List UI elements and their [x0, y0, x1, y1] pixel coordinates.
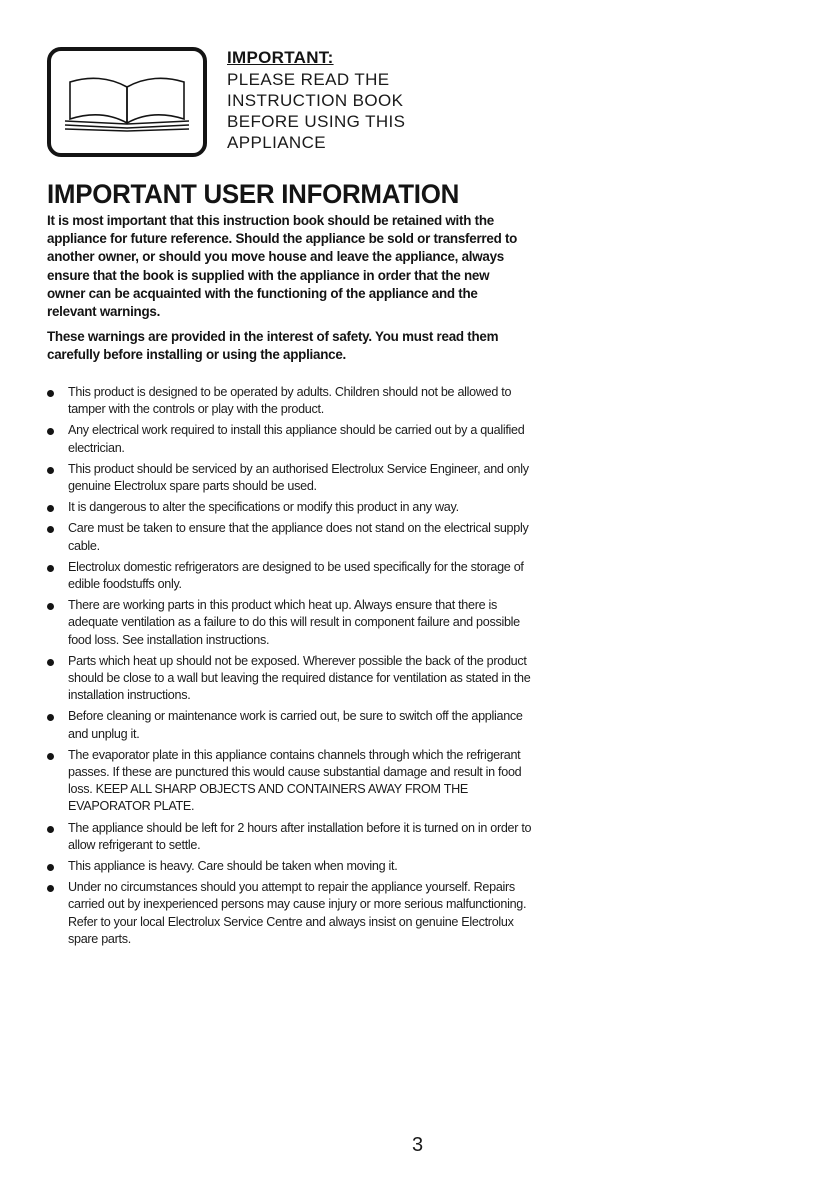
bullet-icon: [47, 826, 54, 833]
bullet-icon: [47, 864, 54, 871]
warning-text: Electrolux domestic refrigerators are designed to be used specifically for the storage of edible foodstuffs only.: [68, 559, 524, 592]
list-item: [47, 422, 537, 456]
bullet-icon: [47, 526, 54, 533]
list-item: [47, 461, 537, 495]
intro-paragraph-retain-book: It is most important that this instruction book should be retained with the appliance for future reference. Should the appliance be sold or transferred to another owner, or should you move house and leave the appliance, always ensure that the book is supplied with the appliance in order that the new owner can be acquainted with the functioning of the appliance and the relevant warnings.: [47, 213, 518, 320]
notice-line: APPLIANCE: [227, 133, 327, 152]
bullet-icon: [47, 659, 54, 666]
open-book-icon: [51, 51, 203, 153]
warning-text: This product should be serviced by an authorised Electrolux Service Engineer, and only genuine Electrolux spare parts should be used.: [68, 461, 529, 494]
bullet-icon: [47, 603, 54, 610]
list-item: [47, 520, 537, 554]
page-title: IMPORTANT USER INFORMATION: [47, 179, 460, 209]
warning-text: There are working parts in this product which heat up. Always ensure that there is adequate ventilation as a failure to do this will result in component failure and possible food loss. See installation instructions.: [68, 598, 520, 647]
bullet-icon: [47, 505, 54, 512]
bullet-icon: [47, 428, 54, 435]
warning-text: Before cleaning or maintenance work is carried out, be sure to switch off the appliance and unplug it.: [68, 709, 523, 741]
warning-text: Parts which heat up should not be exposed. Wherever possible the back of the product should be close to a wall but leaving the required distance for ventilation as stated in the installation instructions.: [68, 653, 531, 703]
list-item: [47, 747, 537, 816]
bullet-icon: [47, 753, 54, 760]
bullet-icon: [47, 390, 54, 397]
list-item: [47, 653, 537, 705]
bullet-icon: [47, 565, 54, 572]
intro-paragraph-safety-warnings: These warnings are provided in the interest of safety. You must read them carefully before installing or using the appliance.: [47, 329, 499, 363]
list-item: [47, 499, 537, 516]
warning-text: This product is designed to be operated by adults. Children should not be allowed to tamper with the controls or play with the product.: [68, 385, 512, 417]
list-item: [47, 708, 537, 742]
list-item: [47, 559, 537, 593]
read-instructions-notice: [227, 47, 487, 153]
warning-text: The evaporator plate in this appliance contains channels through which the refrigerant passes. If these are punctured this would cause substantial damage and result in food loss. KEEP ALL SHARP OBJECTS AND CONTAINERS AWAY FROM THE EVAPORATOR PLATE.: [68, 747, 522, 814]
notice-heading: IMPORTANT:: [227, 48, 334, 67]
list-item: [47, 597, 537, 649]
safety-warnings-list: [47, 384, 537, 952]
bullet-icon: [47, 885, 54, 892]
instruction-book-notice-box: [47, 47, 207, 157]
warning-text: Under no circumstances should you attempt to repair the appliance yourself. Repairs carried out by inexperienced persons may cause injury or more serious malfunctioning. Refer to your local Electrolux Service Centre and always insist on genuine Electrolux spare parts.: [68, 880, 527, 946]
warning-text: This appliance is heavy. Care should be taken when moving it.: [68, 859, 398, 874]
notice-line: INSTRUCTION BOOK: [227, 91, 404, 110]
notice-line: PLEASE READ THE: [227, 70, 390, 89]
page-number: 3: [412, 1134, 424, 1156]
notice-line: BEFORE USING THIS: [227, 112, 406, 131]
warning-text: It is dangerous to alter the specifications or modify this product in any way.: [68, 500, 459, 515]
list-item: [47, 858, 537, 875]
warning-text: The appliance should be left for 2 hours after installation before it is turned on in order to allow refrigerant to settle.: [68, 820, 532, 852]
bullet-icon: [47, 714, 54, 721]
list-item: [47, 820, 537, 854]
warning-text: Care must be taken to ensure that the appliance does not stand on the electrical supply cable.: [68, 521, 529, 553]
list-item: [47, 879, 537, 948]
bullet-icon: [47, 467, 54, 474]
list-item: [47, 384, 537, 418]
warning-text: Any electrical work required to install this appliance should be carried out by a qualified electrician.: [68, 423, 525, 455]
